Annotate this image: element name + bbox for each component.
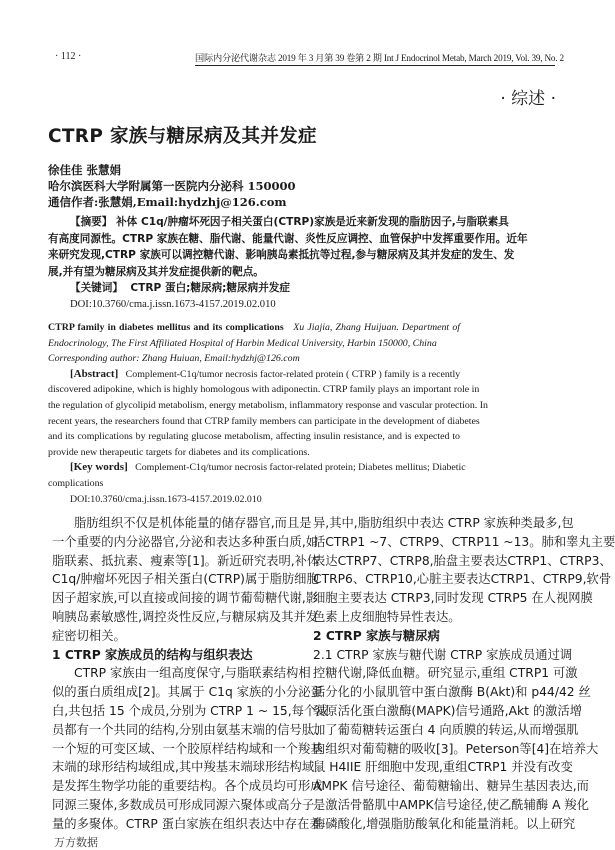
body-line: CTRP6、CTRP10,心脏主要表达CTRP1、CTRP9,软骨 <box>313 572 612 587</box>
keywords-cn-text: CTRP 蛋白;糖尿病;糖尿病并发症 <box>130 282 290 294</box>
body-line: 异,其中,脂肪组织中表达 CTRP 家族种类最多,包 <box>313 516 574 530</box>
body-line: 加了葡萄糖转运蛋白 4 向质膜的转运,从而增强肌 <box>313 722 579 737</box>
section-heading: 2 CTRP 家族与糖尿病 <box>313 628 440 643</box>
running-head: 国际内分泌代谢杂志 2019 年 3 月第 39 卷第 2 期 Int J Endocrinol Metab, March 2019, Vol. 39, No. 2 <box>195 50 555 66</box>
body-line: 括CTRP1 ~7、CTRP9、CTRP11 ~13。肺和睾丸主要 <box>313 534 615 549</box>
authors: 徐佳佳 张慧娟 <box>48 163 122 177</box>
body-line: 似的蛋白质组成[2]。其属于 C1q 家族的小分泌蛋 <box>52 685 323 700</box>
body-line: 因子超家族,可以直接或间接的调节葡萄糖代谢,影 <box>52 591 319 606</box>
en-title: CTRP family in diabetes mellitus and its complications <box>48 322 284 333</box>
body-line: 鼠 H4IIE 肝细胞中发现,重组CTRP1 并没有改变 <box>313 760 573 775</box>
body-line: 色素上皮细胞特异性表达。 <box>313 609 461 624</box>
body-line: 一个短的可变区域、一个胶原样结构域和一个羧基 <box>52 741 323 756</box>
abstract-cn-line: 来研究发现,CTRP 家族可以调控糖代谢、影响胰岛素抵抗等过程,参与糖尿病及其并发症的发生、发 <box>48 249 515 261</box>
body-line: 量的多聚体。CTRP 蛋白家族在组织表达中存在差 <box>52 816 322 831</box>
en-title-line <box>48 320 460 336</box>
body-line: 表达CTRP7、CTRP8,胎盘主要表达CTRP1、CTRP3、 <box>313 553 612 568</box>
section-heading: 1 CTRP 家族成员的结构与组织表达 <box>52 647 253 662</box>
watermark: 万方数据 <box>54 836 98 849</box>
en-abstract-line: the regulation of glycolipid metabolism, energy metabolism, inflammatory response and vascular protection. In <box>48 399 488 411</box>
abstract-cn-line <box>48 214 509 231</box>
body-line: AMPK 信号途径、葡萄糖输出、糖异生基因表达,而 <box>313 779 589 794</box>
en-abstract-line: recent years, the researchers found that CTRP family members can participate in the development of diabetes <box>48 415 480 427</box>
body-line: 控糖代谢,降低血糖。研究显示,重组 CTRP1 可激 <box>313 666 578 681</box>
en-authors: Xu Jiajia, Zhang Huijuan. Department of <box>293 322 461 333</box>
en-abstract-line: discovered adipokine, which is highly homologous with adiponectin. CTRP family plays an important role in <box>48 384 480 396</box>
en-abstract-line <box>48 367 460 383</box>
en-affiliation: Endocrinology, The First Affiliated Hospital of Harbin Medical University, Harbin 150000, China <box>48 337 437 349</box>
page-number: · 112 · <box>55 51 82 62</box>
en-keywords <box>48 460 466 476</box>
corresponding-author: 通信作者:张慧娟,Email:hydzhj@126.com <box>48 195 287 209</box>
keywords-cn-label: 【关键词】 <box>70 282 123 294</box>
body-line: CTRP 家族由一组高度保守,与脂联素结构相 <box>74 666 311 681</box>
body-line: 白,共包括 15 个成员,分别为 CTRP 1 ~ 15,每个成 <box>52 703 329 718</box>
body-line: 脂肪组织不仅是机体能量的储存器官,而且是 <box>74 516 312 530</box>
abstract-en <box>48 320 488 507</box>
en-keywords-label: [Key words] <box>70 461 128 474</box>
en-abstract-text: Complement-C1q/tumor necrosis factor-related protein ( CTRP ) family is a recently <box>125 368 461 380</box>
en-keywords-cont: complications <box>48 477 104 489</box>
body-line: C1q/肿瘤坏死因子相关蛋白(CTRP)属于脂肪细胞 <box>52 572 319 587</box>
body-line: 肉组织对葡萄糖的吸收[3]。Peterson等[4]在培养大 <box>313 741 599 756</box>
body-line: 活分化的小鼠肌管中蛋白激酶 B(Akt)和 p44/42 丝 <box>313 685 591 700</box>
abstract-cn <box>48 214 528 313</box>
doi-cn: DOI:10.3760/cma.j.issn.1673-4157.2019.02.010 <box>70 298 276 310</box>
body-line: 是发挥生物学功能的重要结构。各个成员均可形成 <box>52 779 323 794</box>
affiliation: 哈尔滨医科大学附属第一医院内分泌科 150000 <box>48 179 296 193</box>
en-doi: DOI:10.3760/cma.j.issn.1673-4157.2019.02.010 <box>70 493 262 505</box>
article-title: CTRP 家族与糖尿病及其并发症 <box>48 126 317 147</box>
body-line: 同源三聚体,多数成员可形成同源六聚体或高分子 <box>52 797 315 812</box>
body-line: 酶磷酸化,增强脂肪酸氧化和能量消耗。以上研究 <box>313 816 576 831</box>
en-abstract-line: provide new therapeutic targets for diabetes and its complications. <box>48 446 310 458</box>
keywords-cn <box>48 280 460 297</box>
abstract-cn-label: 【摘要】 <box>70 216 113 228</box>
body-line: 末端的球形结构域组成,其中羧基末端球形结构域 <box>52 760 315 775</box>
body-line: 是激活骨骼肌中AMPK信号途径,使乙酰辅酶 A 羧化 <box>313 797 589 812</box>
abstract-cn-text: 补体 C1q/肿瘤坏死因子相关蛋白(CTRP)家族是近来新发现的脂肪因子,与脂联素具 <box>116 216 509 228</box>
section-label: · 综述 · <box>500 89 556 109</box>
body-column-left <box>52 514 329 834</box>
body-column-right <box>313 514 615 834</box>
body-line: 脂联素、抵抗素、瘦素等[1]。新近研究表明,补体 <box>52 553 320 568</box>
body-line: 裂原活化蛋白激酶(MAPK)信号通路,Akt 的激活增 <box>313 703 583 718</box>
en-abstract-line: and its complications by regulating glucose metabolism, affecting insulin resistance, and is expected to <box>48 431 460 443</box>
en-corresponding: Corresponding author: Zhang Huiuan, Email:hydzhj@126.com <box>48 353 300 365</box>
abstract-cn-line: 展,并有望为糖尿病及其并发症提供新的靶点。 <box>48 265 264 278</box>
body-line: 2.1 CTRP 家族与糖代谢 CTRP 家族成员通过调 <box>313 647 573 662</box>
body-line: 响胰岛素敏感性,调控炎性反应,与糖尿病及其并发 <box>52 609 319 624</box>
abstract-cn-line: 有高度同源性。CTRP 家族在糖、脂代谢、能量代谢、炎性反应调控、血管保护中发挥重要作用。近年 <box>48 232 528 245</box>
en-abstract-label: [Abstract] <box>70 367 119 380</box>
en-keywords-text: Complement-C1q/tumor necrosis factor-related protein; Diabetes mellitus; Diabetic <box>135 462 466 474</box>
body-line: 一个重要的内分泌器官,分泌和表达多种蛋白质,如 <box>52 534 319 549</box>
body-line: 症密切相关。 <box>52 628 126 643</box>
body-line: 员都有一个共同的结构,分别由氨基末端的信号肽、 <box>52 722 327 737</box>
body-line: 细胞主要表达 CTRP3,同时发现 CTRP5 在人视网膜 <box>313 591 593 606</box>
